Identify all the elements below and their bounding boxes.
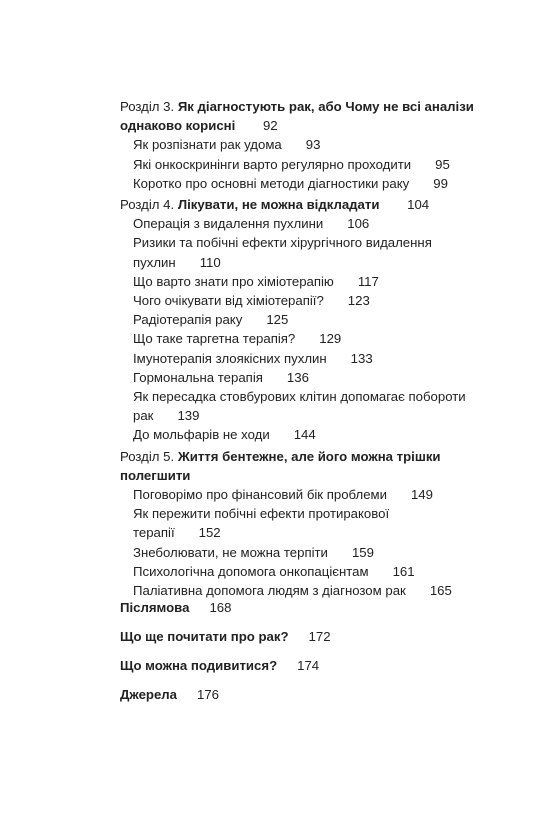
page-number: 92 — [262, 118, 278, 134]
entry-title: Як розпізнати рак удома — [133, 137, 282, 153]
toc-entry — [133, 485, 480, 504]
entry-title: Гормональна терапія — [133, 369, 263, 385]
entry-title: Радіотерапія раку — [133, 312, 243, 328]
toc-entry — [133, 291, 480, 310]
page-number: 149 — [410, 487, 433, 503]
toc-entry — [133, 504, 480, 542]
toc-entry — [133, 329, 480, 348]
page-number: 129 — [319, 331, 342, 347]
entry-title: Що таке таргетна терапія? — [133, 331, 296, 347]
toc-entry — [133, 543, 480, 562]
page-number: 165 — [429, 583, 452, 599]
entry-title: Імунотерапія злоякісних пухлин — [133, 350, 327, 366]
section-items — [120, 214, 480, 444]
toc-entry-what-to-watch — [120, 656, 480, 675]
page-number: 172 — [308, 629, 331, 644]
entry-title: Післямова — [120, 600, 190, 615]
section-items — [120, 485, 480, 600]
entry-title: Що можна подивитися? — [120, 658, 278, 673]
entry-title: Джерела — [120, 687, 178, 702]
page-number: 159 — [351, 544, 374, 560]
page-number: 123 — [347, 293, 370, 309]
toc-entry — [133, 272, 480, 291]
entry-title: Поговорімо про фінансовий бік проблеми — [133, 487, 387, 503]
entry-title: Як пересадка стовбурових клітин допомагає побороти рак — [133, 389, 466, 424]
page-number: 144 — [293, 427, 316, 443]
page-number: 176 — [197, 687, 220, 702]
page-number: 174 — [297, 658, 320, 673]
entry-title: Які онкоскринінги варто регулярно проходити — [133, 156, 412, 172]
entry-title: Психологічна допомога онкопацієнтам — [133, 563, 369, 579]
entry-title: Що ще почитати про рак? — [120, 629, 289, 644]
page-number: 106 — [347, 216, 370, 232]
toc-entry — [133, 155, 480, 174]
section-5 — [120, 447, 480, 601]
section-items — [120, 135, 480, 193]
page-number: 139 — [177, 408, 200, 424]
toc-entry — [133, 425, 480, 444]
section-title: Лікувати, не можна відкладати — [177, 197, 380, 213]
section-title: Як діагностують рак, або Чому не всі аналізи однаково корисні — [120, 99, 474, 134]
entry-title: Чого очікувати від хіміотерапії? — [133, 293, 324, 309]
page-number: 168 — [209, 600, 232, 615]
section-4 — [120, 195, 480, 445]
toc-entry-sources — [120, 685, 480, 704]
toc-entry — [133, 174, 480, 193]
entry-title: До мольфарів не ходи — [133, 427, 270, 443]
page-number: 152 — [198, 525, 221, 541]
section-heading — [120, 447, 480, 485]
entry-title: Коротко про основні методи діагностики раку — [133, 175, 410, 191]
section-heading — [120, 195, 480, 214]
page-number: 125 — [266, 312, 289, 328]
toc-entry-afterword — [120, 598, 480, 617]
back-matter — [120, 598, 480, 714]
page-number: 104 — [407, 197, 430, 213]
section-heading — [120, 97, 480, 135]
section-number: Розділ 5. — [120, 448, 175, 464]
section-number: Розділ 3. — [120, 99, 175, 114]
section-number: Розділ 4. — [120, 197, 175, 213]
toc-entry — [133, 368, 480, 387]
toc-entry — [133, 135, 480, 154]
page-number: 117 — [357, 273, 379, 289]
table-of-contents — [120, 97, 480, 602]
toc-entry — [133, 562, 480, 581]
page-number: 133 — [350, 350, 373, 366]
entry-title: Паліативна допомога людям з діагнозом рак — [133, 583, 406, 599]
toc-entry — [133, 387, 480, 425]
page-number: 136 — [286, 369, 309, 385]
entry-title: Знеболювати, не можна терпіти — [133, 544, 328, 560]
entry-title: Операція з видалення пухлини — [133, 216, 324, 232]
toc-entry — [133, 310, 480, 329]
section-3 — [120, 97, 480, 193]
entry-title: Ризики та побічні ефекти хірургічного видалення пухлин — [133, 235, 432, 270]
page-number: 95 — [435, 156, 450, 172]
section-title: Життя бентежне, але його можна трішки полегшити — [120, 448, 441, 483]
toc-entry — [133, 233, 480, 271]
page-number: 161 — [392, 563, 415, 579]
toc-entry — [133, 214, 480, 233]
entry-title: Що варто знати про хіміотерапію — [133, 273, 334, 289]
page-number: 99 — [433, 175, 448, 191]
page-number: 93 — [305, 137, 321, 153]
toc-entry-further-reading — [120, 627, 480, 646]
page-number: 110 — [199, 254, 221, 270]
entry-title: Як пережити побічні ефекти протиракової терапії — [133, 506, 390, 541]
toc-entry — [133, 349, 480, 368]
